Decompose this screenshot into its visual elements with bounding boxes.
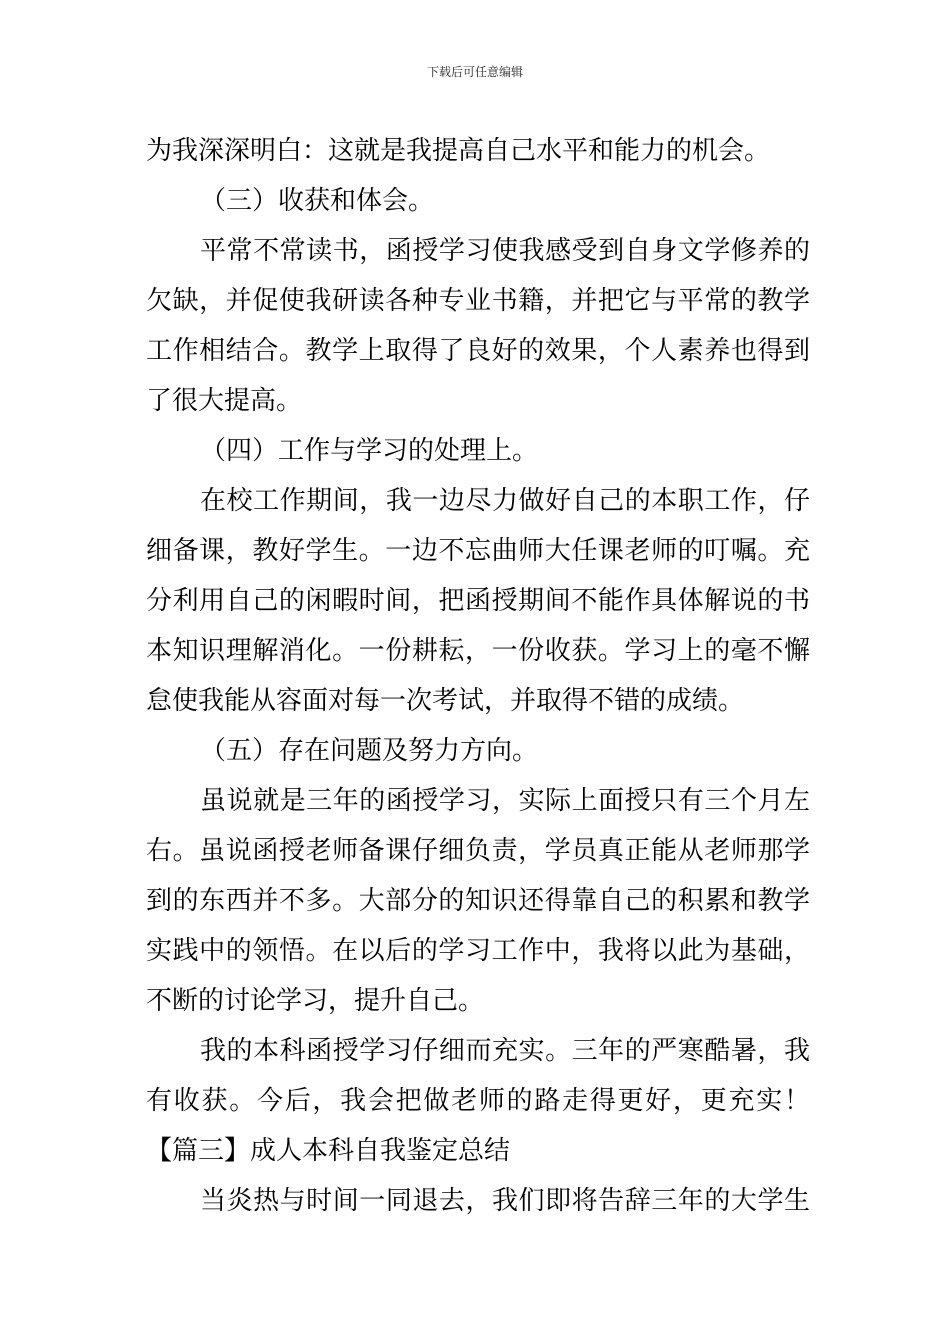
text-line: 了很大提高。 xyxy=(146,386,303,416)
text-line: 本知识理解消化。一份耕耘，一份收获。学习上的毫不懈 xyxy=(146,636,810,666)
subheading: （五）存在问题及努力方向。 xyxy=(200,736,539,766)
text-line: 有收获。今后，我会把做老师的路走得更好，更充实！ xyxy=(146,1086,810,1116)
text-line: 细备课，教好学生。一边不忘曲师大任课老师的叮嘱。充 xyxy=(146,536,810,566)
text-line: 到的东西并不多。大部分的知识还得靠自己的积累和教学 xyxy=(146,886,810,916)
document-body xyxy=(146,126,810,1226)
subheading: （四）工作与学习的处理上。 xyxy=(200,436,539,466)
text-line: 在校工作期间，我一边尽力做好自己的本职工作，仔 xyxy=(200,486,810,516)
subheading: （三）收获和体会。 xyxy=(200,186,435,216)
text-line: 平常不常读书，函授学习使我感受到自身文学修养的 xyxy=(200,236,810,266)
page-header-note: 下载后可任意编辑 xyxy=(426,65,523,79)
section-title: 【篇三】成人本科自我鉴定总结 xyxy=(146,1136,511,1166)
text-line: 为我深深明白：这就是我提高自己水平和能力的机会。 xyxy=(146,136,771,166)
text-line: 欠缺，并促使我研读各种专业书籍，并把它与平常的教学 xyxy=(146,286,810,316)
text-line: 虽说就是三年的函授学习，实际上面授只有三个月左 xyxy=(200,786,810,816)
text-line: 工作相结合。教学上取得了良好的效果，个人素养也得到 xyxy=(146,336,810,366)
text-line: 右。虽说函授老师备课仔细负责，学员真正能从老师那学 xyxy=(146,836,810,866)
text-line: 实践中的领悟。在以后的学习工作中，我将以此为基础， xyxy=(146,936,810,966)
text-line: 怠使我能从容面对每一次考试，并取得不错的成绩。 xyxy=(146,686,745,716)
text-line: 不断的讨论学习，提升自己。 xyxy=(146,986,485,1016)
text-line: 当炎热与时间一同退去，我们即将告辞三年的大学生 xyxy=(200,1186,810,1216)
text-line: 分利用自己的闲暇时间，把函授期间不能作具体解说的书 xyxy=(146,586,810,616)
text-line: 我的本科函授学习仔细而充实。三年的严寒酷暑，我 xyxy=(200,1036,810,1066)
